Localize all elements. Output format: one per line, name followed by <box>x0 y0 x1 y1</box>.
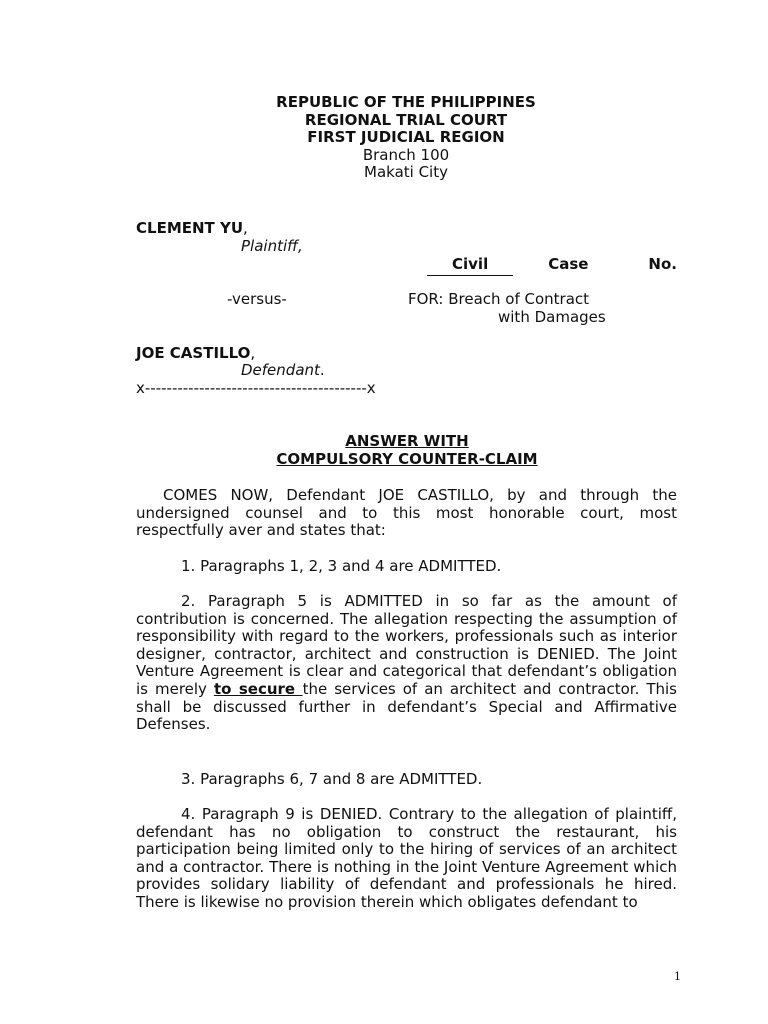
cause-of-action-line1: FOR: Breach of Contract <box>408 290 590 308</box>
defendant-name: JOE CASTILLO <box>136 344 251 362</box>
case-word-case: Case <box>548 255 589 273</box>
header-court: REGIONAL TRIAL COURT <box>304 110 508 129</box>
header-branch: Branch 100 <box>362 145 450 164</box>
court-header <box>0 94 768 182</box>
paragraph-2-emphasis: to secure <box>213 679 303 698</box>
paragraph-3: 3. Paragraphs 6, 7 and 8 are ADMITTED. <box>181 770 483 788</box>
defendant-period: . <box>319 361 325 379</box>
paragraph-2 <box>136 593 677 734</box>
intro-paragraph: COMES NOW, Defendant JOE CASTILLO, by and through the undersigned counsel and to this most honorable court, most respectfully aver and states that: <box>136 486 677 540</box>
caption-separator: x-----------------------------------------x <box>136 379 376 397</box>
defendant-comma: , <box>250 344 256 362</box>
case-number-label <box>452 255 677 273</box>
paragraph-4: 4. Paragraph 9 is DENIED. Contrary to the allegation of plaintiff, defendant has no obligation to construct the restaurant, his participation being limited only to the hiring of services of an architect and a contractor. There is nothing in the Joint Venture Agreement which provides solidary liability of defendant and professionals he hired. There is likewise no provision therein which obligates defendant to <box>136 805 677 911</box>
paragraph-2-part-b: the services of an architect and contractor. This shall be discussed further in defendant’s Special and Affirmative Defenses. <box>136 679 677 734</box>
header-city: Makati City <box>364 163 448 182</box>
document-title-line2: COMPULSORY COUNTER-CLAIM <box>276 450 538 468</box>
defendant-role-line <box>241 361 325 379</box>
plaintiff-name-line <box>136 219 248 237</box>
case-word-no: No. <box>648 255 677 273</box>
plaintiff-role: Plaintiff, <box>241 237 303 255</box>
defendant-role: Defendant <box>241 361 320 379</box>
header-region: FIRST JUDICIAL REGION <box>307 128 505 147</box>
case-word-civil: Civil <box>452 255 489 273</box>
header-republic: REPUBLIC OF THE PHILIPPINES <box>276 93 536 111</box>
plaintiff-comma: , <box>243 219 248 237</box>
defendant-name-line <box>136 344 255 362</box>
page-number: 1 <box>674 970 681 983</box>
cause-of-action-line2: with Damages <box>498 308 606 326</box>
paragraph-1: 1. Paragraphs 1, 2, 3 and 4 are ADMITTED. <box>181 557 502 575</box>
paragraph-2-part-a: 2. Paragraph 5 is ADMITTED in so far as the amount of contribution is concerned. The allegation respecting the assumption of responsibility with regard to the workers, professionals such as interior designer, contractor, architect and construction is DENIED. The Joint Venture Agreement is clear and categorical that defendant’s obligation is merely <box>136 592 677 698</box>
plaintiff-name: CLEMENT YU <box>136 219 244 237</box>
case-number-blank <box>427 275 513 276</box>
document-title-line1: ANSWER WITH <box>345 432 469 450</box>
versus-label: -versus- <box>227 290 287 308</box>
